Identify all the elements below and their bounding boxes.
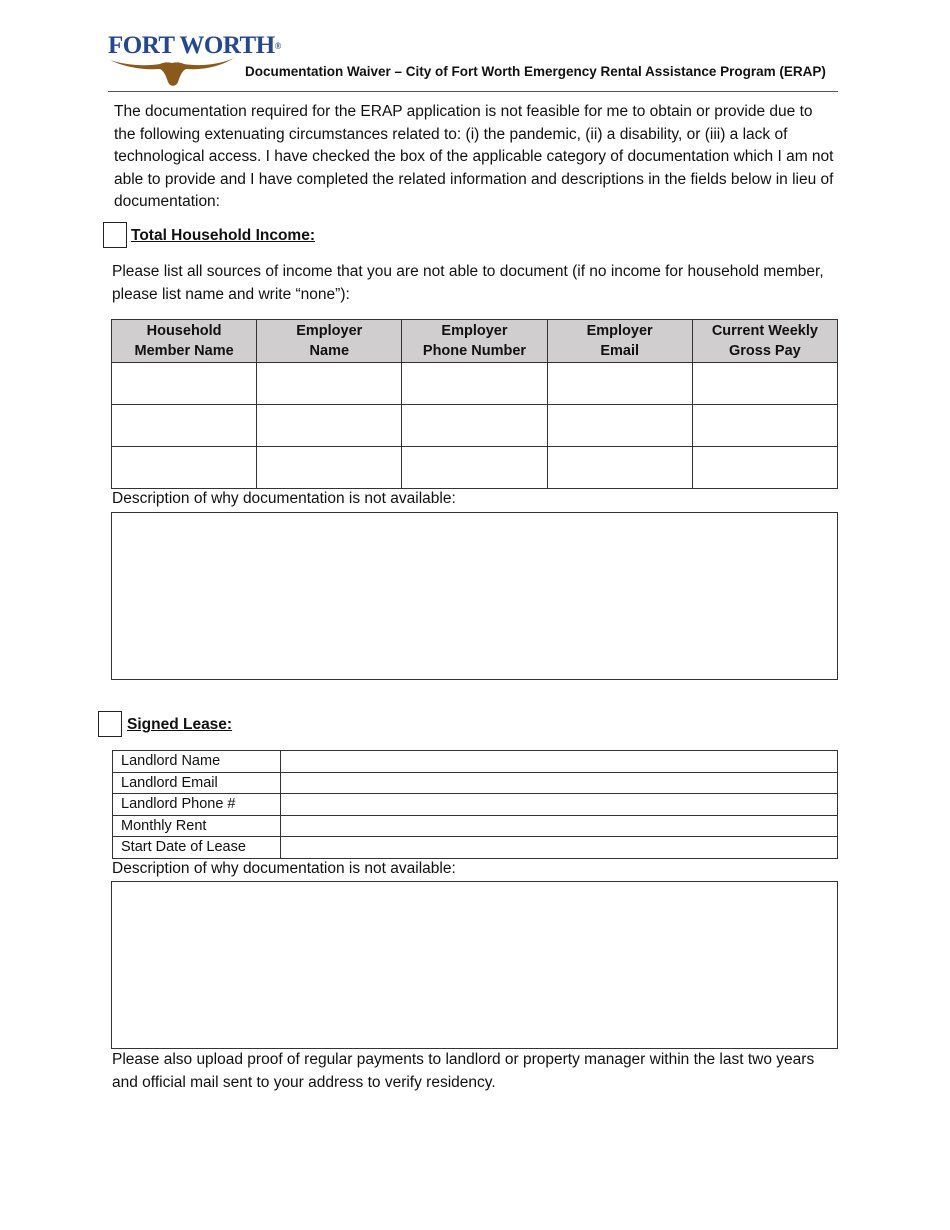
table-cell-input[interactable]	[547, 363, 692, 405]
lease-checkbox[interactable]	[98, 711, 122, 737]
logo-registered-mark: ®	[274, 41, 281, 51]
income-table	[111, 319, 838, 489]
lease-description-label: Description of why documentation is not available:	[112, 860, 456, 877]
header-divider	[108, 91, 838, 92]
table-cell-input[interactable]	[257, 405, 402, 447]
table-row	[113, 751, 838, 773]
table-row	[113, 794, 838, 816]
income-checkbox[interactable]	[103, 222, 127, 248]
lease-field-input[interactable]	[281, 815, 838, 837]
income-section-title: Total Household Income:	[131, 227, 315, 244]
lease-field-label: Landlord Email	[113, 772, 281, 794]
lease-field-label: Landlord Phone #	[113, 794, 281, 816]
lease-field-label: Landlord Name	[113, 751, 281, 773]
column-header: Current Weekly Gross Pay	[692, 320, 837, 363]
table-cell-input[interactable]	[692, 405, 837, 447]
table-cell-input[interactable]	[692, 363, 837, 405]
column-header: Employer Email	[547, 320, 692, 363]
logo-text: FORT WORTH	[108, 32, 275, 59]
table-cell-input[interactable]	[112, 447, 257, 489]
table-cell-input[interactable]	[402, 447, 547, 489]
income-table-header-row	[112, 320, 838, 363]
column-header: Employer Name	[257, 320, 402, 363]
table-cell-input[interactable]	[547, 405, 692, 447]
table-row	[112, 363, 838, 405]
page-title: Documentation Waiver – City of Fort Worth Emergency Rental Assistance Program (ERAP)	[245, 64, 826, 79]
table-cell-input[interactable]	[402, 363, 547, 405]
lease-table	[112, 750, 838, 859]
lease-description-textarea[interactable]	[111, 881, 838, 1049]
table-row	[113, 772, 838, 794]
fort-worth-logo	[108, 32, 281, 90]
column-header: Employer Phone Number	[402, 320, 547, 363]
table-cell-input[interactable]	[257, 363, 402, 405]
table-row	[113, 837, 838, 859]
table-cell-input[interactable]	[692, 447, 837, 489]
table-cell-input[interactable]	[112, 363, 257, 405]
lease-field-input[interactable]	[281, 751, 838, 773]
lease-field-label: Start Date of Lease	[113, 837, 281, 859]
income-description-label: Description of why documentation is not available:	[112, 490, 456, 507]
income-description-textarea[interactable]	[111, 512, 838, 680]
lease-field-input[interactable]	[281, 837, 838, 859]
lease-field-input[interactable]	[281, 794, 838, 816]
lease-field-input[interactable]	[281, 772, 838, 794]
longhorn-icon	[108, 54, 238, 90]
table-cell-input[interactable]	[547, 447, 692, 489]
table-cell-input[interactable]	[257, 447, 402, 489]
table-row	[113, 815, 838, 837]
footer-note: Please also upload proof of regular payments to landlord or property manager within the last two years and official mail sent to your address to verify residency.	[112, 1051, 815, 1091]
income-instructions: Please list all sources of income that you are not able to document (if no income for household member, please list name and write “none”):	[112, 263, 824, 303]
table-cell-input[interactable]	[402, 405, 547, 447]
column-header: Household Member Name	[112, 320, 257, 363]
table-cell-input[interactable]	[112, 405, 257, 447]
lease-field-label: Monthly Rent	[113, 815, 281, 837]
intro-paragraph: The documentation required for the ERAP application is not feasible for me to obtain or provide due to the following extenuating circumstances related to: (i) the pandemic, (ii) a disability, or (iii) a lack of technological access. I have checked the box of the applicable category of documentation which I am not able to provide and I have completed the related information and descriptions in the fields below in lieu of documentation:	[114, 103, 834, 210]
table-row	[112, 447, 838, 489]
table-row	[112, 405, 838, 447]
lease-section-title: Signed Lease:	[127, 716, 233, 733]
